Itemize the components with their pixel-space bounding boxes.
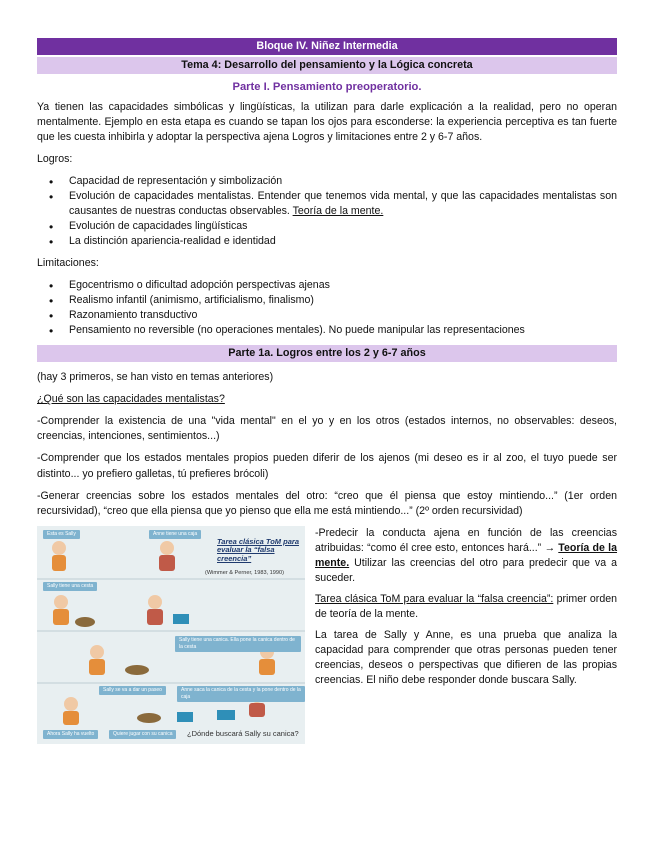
part1-intro: Ya tienen las capacidades simbólicas y lingüísticas, la utilizan para darle explicación a la realidad, pero no operan mentalmente. Ejemplo en esta etapa es cuando se tapan los ojos para esconderse: la experiencia perceptiva es tan fuerte que les cuesta inhibirla y adoptar la perspectiva ajena Logros y limitaciones entre 2 y 6-7 años. [37,100,617,143]
document-page [37,38,617,744]
sally-anne-paragraph: La tarea de Sally y Anne, es una prueba que analiza la capacidad para comprender que otras personas pueden tener creencias, deseos o perspectivas que difieren de las propias creencias. El niño debe responder donde buscara Sally. [315,628,617,686]
figure-label: Sally tiene una canica. Ella pone la canica dentro de la cesta [175,636,301,652]
mentalist-question: ¿Qué son las capacidades mentalistas? [37,393,225,406]
list-item [69,189,617,219]
list-item: • Realismo infantil (animismo, artificialismo, finalismo) [69,293,617,308]
figure-label: Sally se va a dar un paseo [99,686,166,695]
figure-explanation [315,526,617,744]
figure-label: Esta es Sally [43,530,80,539]
figure-question: ¿Dónde buscará Sally su canica? [187,728,299,738]
part1-title: Parte I. Pensamiento preoperatorio. [232,81,422,93]
topic-title-bar: Tema 4: Desarrollo del pensamiento y la Lógica concreta [37,57,617,74]
logros-list [37,174,617,249]
figure-title: Tarea clásica ToM para evaluar la “falsa creencia” [217,536,299,563]
list-item: • Pensamiento no reversible (no operaciones mentales). No puede manipular las representaciones [69,323,617,338]
limitaciones-list [37,278,617,338]
mentalist-point-1: -Comprender la existencia de una "vida mental" en el yo y en los otros (estados internos, no observables: deseos, creencias, intenciones, sentimientos...) [37,415,617,443]
figure-row [37,526,617,744]
part1a-title-bar: Parte 1a. Logros entre los 2 y 6-7 años [37,345,617,362]
predict-behavior-text-end: Utilizar las creencias del otro para predecir que va a suceder. [315,556,617,584]
figure-label: Sally tiene una cesta [43,582,97,591]
figure-label: Anne saca la canica de la cesta y la pone dentro de la caja [177,686,305,702]
classic-task-link[interactable]: Tarea clásica ToM para evaluar la “falsa creencia”: [315,592,554,605]
block-title-bar: Bloque IV. Niñez Intermedia [37,38,617,55]
list-item: • Razonamiento transductivo [69,308,617,323]
theory-of-mind-link[interactable]: Teoría de la mente. [292,205,384,218]
theory-of-mind-link[interactable]: Teoría de la mente. [315,541,618,569]
figure-label: Anne tiene una caja [149,530,201,539]
list-item-text: Evolución de capacidades mentalistas. Entender que tenemos vida mental, y que las capacidades mentalistas son causantes de nuestras conductas observables. [69,190,617,218]
list-item: • Egocentrismo o dificultad adopción perspectivas ajenas [69,278,617,293]
figure-citation: (Wimmer & Perner, 1983, 1990) [205,569,284,576]
figure-label: Quiere jugar con su canica [109,730,176,739]
figure-label: Ahora Sally ha vuelto [43,730,98,739]
mentalist-point-3: -Generar creencias sobre los estados mentales del otro: “creo que él piensa que estoy mintiendo...” (1er orden recursividad), “creo que ella piensa que yo pienso que ella me está mintiendo...” (2º orden recursividad) [37,489,617,517]
list-item: • Evolución de capacidades lingüísticas [69,219,617,234]
classic-task-paragraph [315,592,617,622]
logros-label: Logros: [37,153,73,165]
limitaciones-label: Limitaciones: [37,257,99,270]
classic-task-text: primer orden de teoría de la mente. [315,592,617,620]
list-item: • Capacidad de representación y simbolización [69,174,617,189]
predict-behavior-paragraph [315,526,617,586]
sally-anne-figure [37,526,305,744]
mentalist-point-2: -Comprender que los estados mentales propios pueden diferir de los ajenos (mi deseo es ir al zoo, el tuyo puede ser distinto... yo prefiero galletas, tú prefieres brócoli) [37,452,617,480]
predict-behavior-text: -Predecir la conducta ajena en función de las creencias atribuidas: “como él cree esto, entonces hará...” → [315,526,617,554]
part1a-note: (hay 3 primeros, se han visto en temas anteriores) [37,371,274,384]
list-item: • La distinción apariencia-realidad e identidad [69,234,617,249]
